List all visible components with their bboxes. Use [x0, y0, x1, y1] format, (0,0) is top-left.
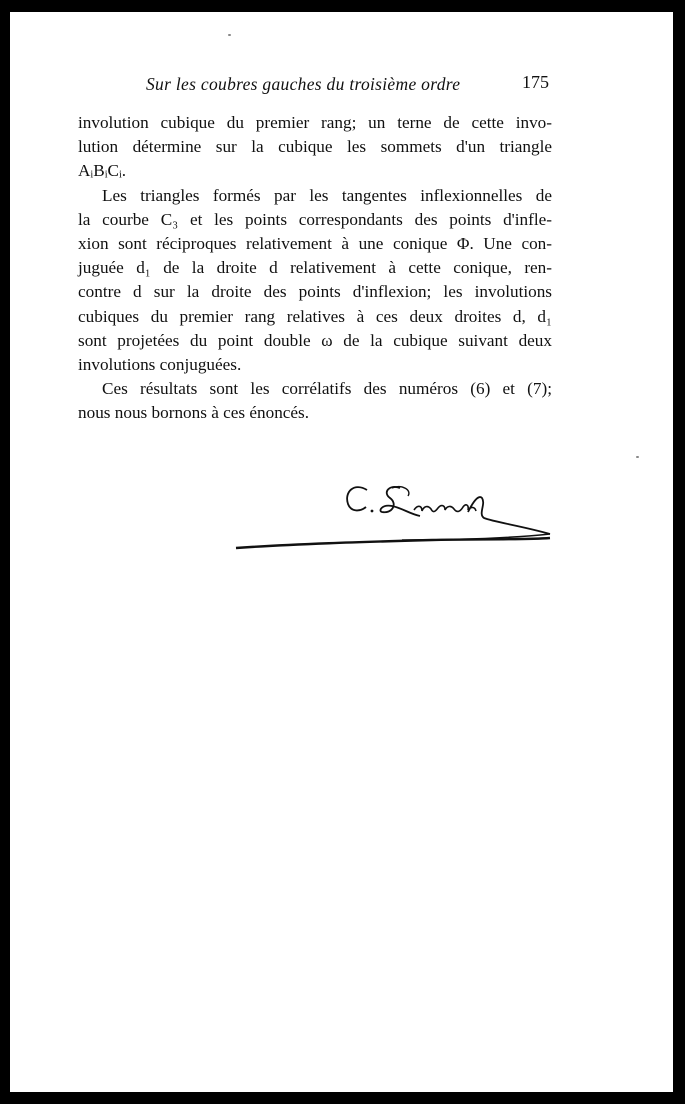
text-line: sont projetées du point double ω de la cubique suivant deux — [78, 330, 552, 350]
paper-speck — [636, 456, 639, 458]
text-line: contre d sur la droite des points d'inflexion; les involutions — [78, 282, 552, 302]
document-page — [10, 12, 673, 1092]
signature — [232, 474, 552, 554]
paragraph-2 — [78, 184, 552, 378]
paragraph-1 — [78, 111, 552, 184]
text-line: AᵢBᵢCᵢ. — [78, 161, 127, 181]
body-text — [78, 111, 552, 426]
text-line: Les triangles formés par les tangentes inflexionnelles de — [102, 185, 552, 205]
text-line: Ces résultats sont les corrélatifs des numéros (6) et (7); — [102, 379, 552, 399]
running-title: Sur les coubres gauches du troisième ordre — [146, 74, 461, 94]
text-line: involutions conjuguées. — [78, 355, 242, 375]
text-line: la courbe C₃ et les points correspondants des points d'infle- — [78, 209, 552, 229]
text-line: lution détermine sur la cubique les sommets d'un triangle — [78, 137, 552, 157]
text-line: nous nous bornons à ces énoncés. — [78, 403, 310, 423]
paragraph-3 — [78, 377, 552, 425]
page-header — [10, 70, 673, 100]
text-line: involution cubique du premier rang; un terne de cette invo- — [78, 113, 552, 132]
text-line: juguée d₁ de la droite d relativement à cette conique, ren- — [78, 258, 552, 278]
text-line: xion sont réciproques relativement à une conique Φ. Une con- — [78, 234, 552, 254]
page-number: 175 — [522, 72, 549, 92]
text-line: cubiques du premier rang relatives à ces deux droites d, d₁ — [78, 306, 552, 326]
paper-speck — [228, 34, 231, 36]
